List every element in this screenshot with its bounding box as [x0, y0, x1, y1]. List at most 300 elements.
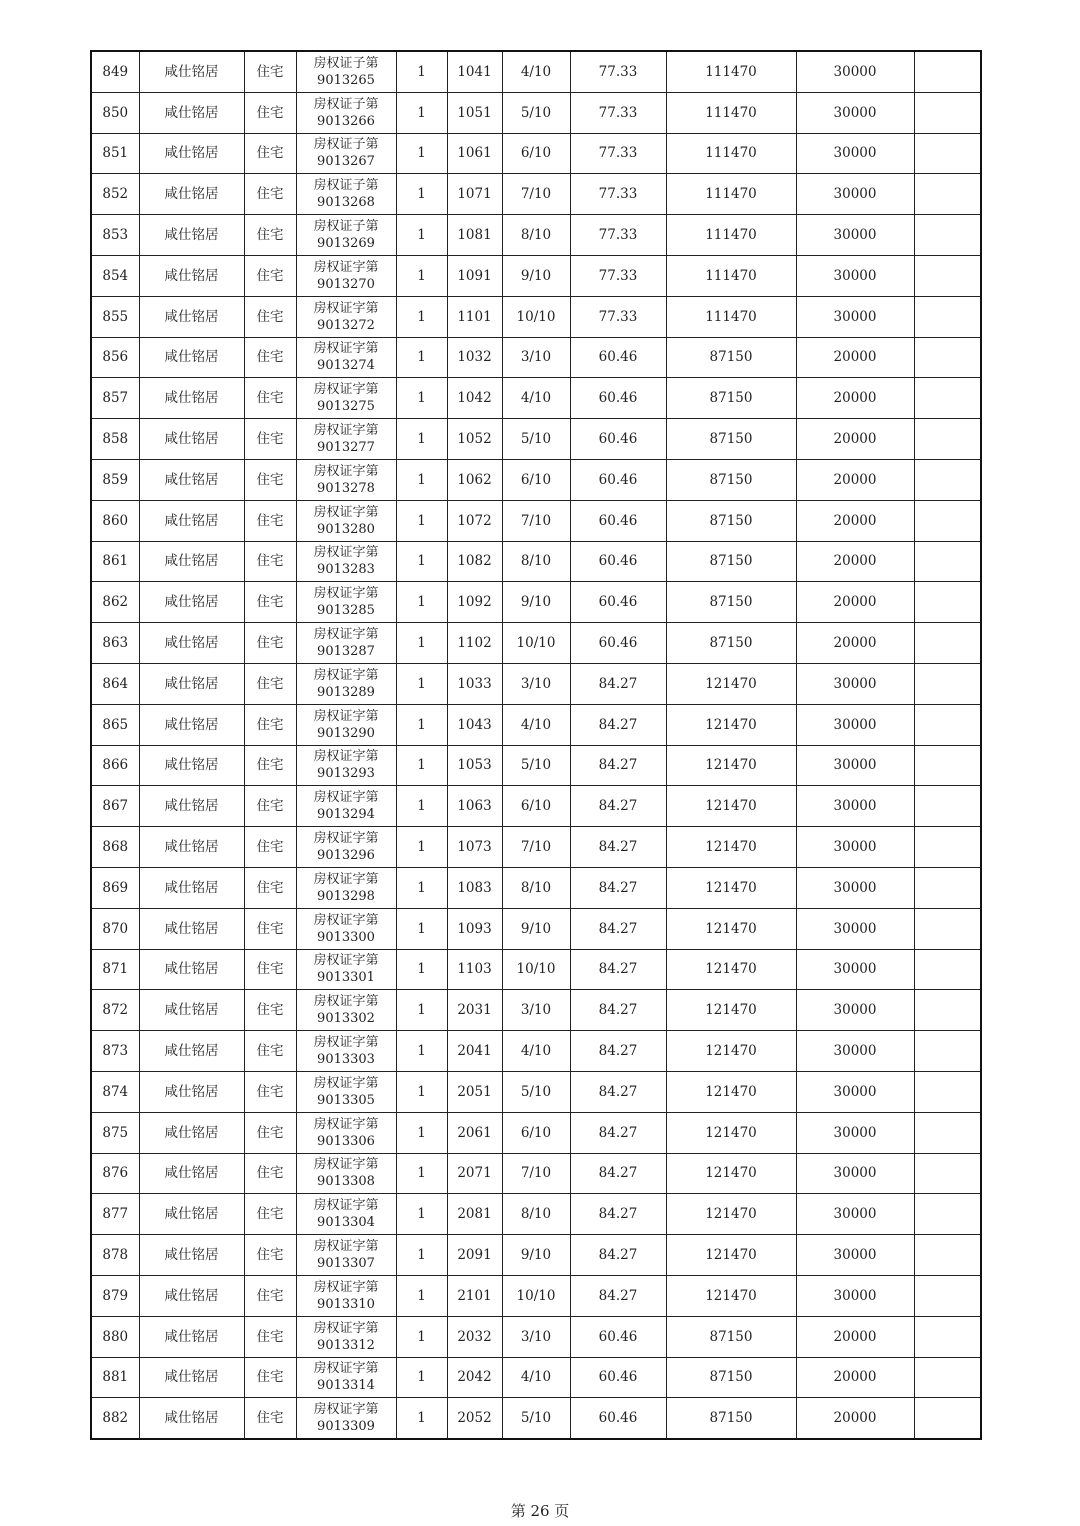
- area-cell: 60.46: [570, 419, 666, 460]
- certificate-code: 9013289: [317, 684, 375, 700]
- area-cell: 84.27: [570, 1275, 666, 1316]
- row-number-cell: 867: [91, 786, 139, 827]
- certificate-prefix: 房权证子第: [313, 219, 379, 235]
- project-name-cell: 咸仕铭居: [139, 1071, 244, 1112]
- unit-count-cell: 1: [396, 500, 447, 541]
- certificate-prefix: 房权证字第: [313, 627, 379, 643]
- room-number-cell: 1051: [447, 92, 502, 133]
- project-name-cell: 咸仕铭居: [139, 1357, 244, 1398]
- table-row: [91, 908, 981, 949]
- price-cell: 87150: [666, 1316, 796, 1357]
- usage-type-cell: 住宅: [244, 174, 296, 215]
- certificate-code: 9013293: [317, 766, 375, 782]
- price-cell: 87150: [666, 337, 796, 378]
- floor-cell: 9/10: [502, 908, 570, 949]
- price-cell: 87150: [666, 378, 796, 419]
- amount-cell: 20000: [796, 541, 914, 582]
- project-name-cell: 咸仕铭居: [139, 174, 244, 215]
- row-number-cell: 856: [91, 337, 139, 378]
- certificate-code: 9013283: [317, 562, 375, 578]
- project-name-cell: 咸仕铭居: [139, 92, 244, 133]
- amount-cell: 30000: [796, 704, 914, 745]
- certificate-number-cell: [296, 786, 396, 827]
- certificate-number-cell: [296, 419, 396, 460]
- price-cell: 87150: [666, 541, 796, 582]
- unit-count-cell: 1: [396, 337, 447, 378]
- certificate-number-cell: [296, 704, 396, 745]
- remarks-cell: [914, 1316, 981, 1357]
- table-row: [91, 623, 981, 664]
- certificate-number-cell: [296, 1275, 396, 1316]
- unit-count-cell: 1: [396, 92, 447, 133]
- certificate-prefix: 房权证字第: [313, 341, 379, 357]
- amount-cell: 30000: [796, 745, 914, 786]
- usage-type-cell: 住宅: [244, 704, 296, 745]
- table-row: [91, 1235, 981, 1276]
- certificate-prefix: 房权证子第: [313, 178, 379, 194]
- remarks-cell: [914, 623, 981, 664]
- price-cell: 121470: [666, 786, 796, 827]
- table-row: [91, 133, 981, 174]
- usage-type-cell: 住宅: [244, 255, 296, 296]
- remarks-cell: [914, 419, 981, 460]
- certificate-code: 9013310: [317, 1296, 375, 1312]
- project-name-cell: 咸仕铭居: [139, 1316, 244, 1357]
- room-number-cell: 1101: [447, 296, 502, 337]
- table-row: [91, 215, 981, 256]
- area-cell: 60.46: [570, 378, 666, 419]
- table-row: [91, 459, 981, 500]
- project-name-cell: 咸仕铭居: [139, 1398, 244, 1439]
- remarks-cell: [914, 51, 981, 92]
- project-name-cell: 咸仕铭居: [139, 255, 244, 296]
- area-cell: 84.27: [570, 867, 666, 908]
- remarks-cell: [914, 337, 981, 378]
- usage-type-cell: 住宅: [244, 459, 296, 500]
- table-row: [91, 541, 981, 582]
- project-name-cell: 咸仕铭居: [139, 1031, 244, 1072]
- amount-cell: 30000: [796, 174, 914, 215]
- unit-count-cell: 1: [396, 663, 447, 704]
- price-cell: 111470: [666, 255, 796, 296]
- area-cell: 60.46: [570, 500, 666, 541]
- room-number-cell: 1103: [447, 949, 502, 990]
- usage-type-cell: 住宅: [244, 1194, 296, 1235]
- certificate-prefix: 房权证字第: [313, 1279, 379, 1295]
- row-number-cell: 863: [91, 623, 139, 664]
- area-cell: 84.27: [570, 745, 666, 786]
- certificate-code: 9013294: [317, 807, 375, 823]
- room-number-cell: 2031: [447, 990, 502, 1031]
- table-row: [91, 582, 981, 623]
- table-row: [91, 1357, 981, 1398]
- certificate-number-cell: [296, 745, 396, 786]
- certificate-code: 9013302: [317, 1011, 375, 1027]
- usage-type-cell: 住宅: [244, 1398, 296, 1439]
- room-number-cell: 1062: [447, 459, 502, 500]
- certificate-prefix: 房权证字第: [313, 749, 379, 765]
- remarks-cell: [914, 500, 981, 541]
- amount-cell: 30000: [796, 908, 914, 949]
- price-cell: 121470: [666, 1112, 796, 1153]
- amount-cell: 20000: [796, 459, 914, 500]
- unit-count-cell: 1: [396, 990, 447, 1031]
- project-name-cell: 咸仕铭居: [139, 908, 244, 949]
- project-name-cell: 咸仕铭居: [139, 786, 244, 827]
- certificate-number-cell: [296, 1235, 396, 1276]
- certificate-prefix: 房权证字第: [313, 1075, 379, 1091]
- row-number-cell: 864: [91, 663, 139, 704]
- room-number-cell: 1092: [447, 582, 502, 623]
- usage-type-cell: 住宅: [244, 1316, 296, 1357]
- floor-cell: 10/10: [502, 949, 570, 990]
- unit-count-cell: 1: [396, 541, 447, 582]
- floor-cell: 7/10: [502, 174, 570, 215]
- table-row: [91, 786, 981, 827]
- remarks-cell: [914, 908, 981, 949]
- remarks-cell: [914, 378, 981, 419]
- floor-cell: 6/10: [502, 133, 570, 174]
- certificate-code: 9013287: [317, 644, 375, 660]
- table-row: [91, 1153, 981, 1194]
- certificate-code: 9013296: [317, 848, 375, 864]
- certificate-number-cell: [296, 623, 396, 664]
- table-row: [91, 990, 981, 1031]
- certificate-prefix: 房权证字第: [313, 1320, 379, 1336]
- room-number-cell: 1072: [447, 500, 502, 541]
- area-cell: 77.33: [570, 296, 666, 337]
- table-row: [91, 663, 981, 704]
- certificate-prefix: 房权证字第: [313, 1035, 379, 1051]
- floor-cell: 5/10: [502, 419, 570, 460]
- floor-cell: 4/10: [502, 51, 570, 92]
- project-name-cell: 咸仕铭居: [139, 1153, 244, 1194]
- amount-cell: 20000: [796, 623, 914, 664]
- room-number-cell: 1042: [447, 378, 502, 419]
- row-number-cell: 849: [91, 51, 139, 92]
- certificate-prefix: 房权证字第: [313, 1239, 379, 1254]
- usage-type-cell: 住宅: [244, 745, 296, 786]
- certificate-code: 9013277: [317, 440, 375, 456]
- project-name-cell: 咸仕铭居: [139, 582, 244, 623]
- area-cell: 84.27: [570, 949, 666, 990]
- unit-count-cell: 1: [396, 745, 447, 786]
- amount-cell: 30000: [796, 1112, 914, 1153]
- project-name-cell: 咸仕铭居: [139, 296, 244, 337]
- project-name-cell: 咸仕铭居: [139, 1194, 244, 1235]
- usage-type-cell: 住宅: [244, 786, 296, 827]
- area-cell: 84.27: [570, 1112, 666, 1153]
- area-cell: 84.27: [570, 704, 666, 745]
- certificate-number-cell: [296, 663, 396, 704]
- row-number-cell: 875: [91, 1112, 139, 1153]
- room-number-cell: 2071: [447, 1153, 502, 1194]
- project-name-cell: 咸仕铭居: [139, 867, 244, 908]
- usage-type-cell: 住宅: [244, 337, 296, 378]
- room-number-cell: 1052: [447, 419, 502, 460]
- amount-cell: 30000: [796, 786, 914, 827]
- project-name-cell: 咸仕铭居: [139, 459, 244, 500]
- table-row: [91, 500, 981, 541]
- price-cell: 87150: [666, 419, 796, 460]
- certificate-code: 9013290: [317, 725, 375, 741]
- price-cell: 87150: [666, 459, 796, 500]
- floor-cell: 3/10: [502, 337, 570, 378]
- remarks-cell: [914, 745, 981, 786]
- area-cell: 60.46: [570, 1357, 666, 1398]
- project-name-cell: 咸仕铭居: [139, 623, 244, 664]
- floor-cell: 9/10: [502, 255, 570, 296]
- project-name-cell: 咸仕铭居: [139, 1112, 244, 1153]
- floor-cell: 4/10: [502, 1031, 570, 1072]
- project-name-cell: 咸仕铭居: [139, 51, 244, 92]
- unit-count-cell: 1: [396, 1398, 447, 1439]
- certificate-prefix: 房权证字第: [313, 423, 379, 439]
- certificate-code: 9013303: [317, 1052, 375, 1068]
- floor-cell: 9/10: [502, 582, 570, 623]
- floor-cell: 5/10: [502, 1071, 570, 1112]
- usage-type-cell: 住宅: [244, 949, 296, 990]
- row-number-cell: 870: [91, 908, 139, 949]
- unit-count-cell: 1: [396, 1153, 447, 1194]
- price-cell: 121470: [666, 663, 796, 704]
- remarks-cell: [914, 827, 981, 868]
- project-name-cell: 咸仕铭居: [139, 541, 244, 582]
- remarks-cell: [914, 459, 981, 500]
- certificate-number-cell: [296, 1153, 396, 1194]
- certificate-code: 9013275: [317, 399, 375, 415]
- floor-cell: 8/10: [502, 1194, 570, 1235]
- row-number-cell: 882: [91, 1398, 139, 1439]
- unit-count-cell: 1: [396, 174, 447, 215]
- certificate-code: 9013298: [317, 888, 375, 904]
- certificate-code: 9013314: [317, 1378, 375, 1394]
- table-row: [91, 255, 981, 296]
- area-cell: 60.46: [570, 1398, 666, 1439]
- row-number-cell: 869: [91, 867, 139, 908]
- area-cell: 60.46: [570, 459, 666, 500]
- remarks-cell: [914, 1112, 981, 1153]
- amount-cell: 30000: [796, 51, 914, 92]
- table-row: [91, 1194, 981, 1235]
- certificate-number-cell: [296, 1031, 396, 1072]
- area-cell: 77.33: [570, 215, 666, 256]
- floor-cell: 10/10: [502, 1275, 570, 1316]
- row-number-cell: 857: [91, 378, 139, 419]
- usage-type-cell: 住宅: [244, 419, 296, 460]
- area-cell: 84.27: [570, 663, 666, 704]
- certificate-code: 9013267: [317, 154, 375, 170]
- amount-cell: 30000: [796, 133, 914, 174]
- certificate-prefix: 房权证字第: [313, 790, 379, 806]
- floor-cell: 8/10: [502, 215, 570, 256]
- unit-count-cell: 1: [396, 1031, 447, 1072]
- room-number-cell: 1102: [447, 623, 502, 664]
- row-number-cell: 866: [91, 745, 139, 786]
- floor-cell: 7/10: [502, 827, 570, 868]
- remarks-cell: [914, 990, 981, 1031]
- usage-type-cell: 住宅: [244, 663, 296, 704]
- amount-cell: 30000: [796, 92, 914, 133]
- certificate-number-cell: [296, 174, 396, 215]
- amount-cell: 30000: [796, 827, 914, 868]
- certificate-code: 9013309: [317, 1419, 375, 1435]
- amount-cell: 30000: [796, 215, 914, 256]
- certificate-code: 9013305: [317, 1092, 375, 1108]
- certificate-code: 9013274: [317, 358, 375, 374]
- certificate-number-cell: [296, 1398, 396, 1439]
- certificate-prefix: 房权证子第: [313, 96, 379, 112]
- property-table: [90, 50, 982, 1440]
- certificate-number-cell: [296, 1357, 396, 1398]
- amount-cell: 30000: [796, 1071, 914, 1112]
- usage-type-cell: 住宅: [244, 133, 296, 174]
- remarks-cell: [914, 582, 981, 623]
- amount-cell: 30000: [796, 1194, 914, 1235]
- row-number-cell: 855: [91, 296, 139, 337]
- certificate-code: 9013266: [317, 113, 375, 129]
- room-number-cell: 1082: [447, 541, 502, 582]
- usage-type-cell: 住宅: [244, 215, 296, 256]
- certificate-prefix: 房权证字第: [313, 545, 379, 561]
- certificate-code: 9013306: [317, 1133, 375, 1149]
- floor-cell: 8/10: [502, 867, 570, 908]
- price-cell: 121470: [666, 745, 796, 786]
- room-number-cell: 2051: [447, 1071, 502, 1112]
- certificate-number-cell: [296, 255, 396, 296]
- row-number-cell: 872: [91, 990, 139, 1031]
- remarks-cell: [914, 296, 981, 337]
- amount-cell: 20000: [796, 582, 914, 623]
- row-number-cell: 879: [91, 1275, 139, 1316]
- row-number-cell: 862: [91, 582, 139, 623]
- table-row: [91, 949, 981, 990]
- room-number-cell: 1041: [447, 51, 502, 92]
- certificate-number-cell: [296, 949, 396, 990]
- usage-type-cell: 住宅: [244, 378, 296, 419]
- room-number-cell: 2091: [447, 1235, 502, 1276]
- certificate-code: 9013269: [317, 236, 375, 252]
- price-cell: 111470: [666, 92, 796, 133]
- certificate-code: 9013278: [317, 480, 375, 496]
- certificate-number-cell: [296, 1316, 396, 1357]
- project-name-cell: 咸仕铭居: [139, 337, 244, 378]
- table-row: [91, 1031, 981, 1072]
- price-cell: 121470: [666, 1275, 796, 1316]
- room-number-cell: 1032: [447, 337, 502, 378]
- project-name-cell: 咸仕铭居: [139, 1275, 244, 1316]
- project-name-cell: 咸仕铭居: [139, 500, 244, 541]
- floor-cell: 10/10: [502, 296, 570, 337]
- certificate-prefix: 房权证字第: [313, 259, 379, 275]
- area-cell: 60.46: [570, 582, 666, 623]
- row-number-cell: 860: [91, 500, 139, 541]
- room-number-cell: 1053: [447, 745, 502, 786]
- price-cell: 121470: [666, 1153, 796, 1194]
- usage-type-cell: 住宅: [244, 1153, 296, 1194]
- area-cell: 60.46: [570, 337, 666, 378]
- area-cell: 60.46: [570, 1316, 666, 1357]
- table-row: [91, 1112, 981, 1153]
- unit-count-cell: 1: [396, 827, 447, 868]
- remarks-cell: [914, 786, 981, 827]
- certificate-prefix: 房权证字第: [313, 912, 379, 928]
- remarks-cell: [914, 1235, 981, 1276]
- amount-cell: 20000: [796, 1398, 914, 1439]
- table-row: [91, 296, 981, 337]
- certificate-prefix: 房权证字第: [313, 1361, 379, 1377]
- usage-type-cell: 住宅: [244, 92, 296, 133]
- price-cell: 87150: [666, 500, 796, 541]
- floor-cell: 9/10: [502, 1235, 570, 1276]
- usage-type-cell: 住宅: [244, 296, 296, 337]
- remarks-cell: [914, 1275, 981, 1316]
- amount-cell: 30000: [796, 1275, 914, 1316]
- area-cell: 84.27: [570, 1071, 666, 1112]
- amount-cell: 30000: [796, 949, 914, 990]
- room-number-cell: 1043: [447, 704, 502, 745]
- room-number-cell: 2052: [447, 1398, 502, 1439]
- floor-cell: 3/10: [502, 663, 570, 704]
- price-cell: 121470: [666, 1031, 796, 1072]
- certificate-number-cell: [296, 1071, 396, 1112]
- price-cell: 121470: [666, 1071, 796, 1112]
- unit-count-cell: 1: [396, 51, 447, 92]
- unit-count-cell: 1: [396, 1235, 447, 1276]
- row-number-cell: 871: [91, 949, 139, 990]
- table-row: [91, 867, 981, 908]
- area-cell: 84.27: [570, 1235, 666, 1276]
- amount-cell: 30000: [796, 990, 914, 1031]
- unit-count-cell: 1: [396, 582, 447, 623]
- usage-type-cell: 住宅: [244, 867, 296, 908]
- room-number-cell: 2081: [447, 1194, 502, 1235]
- floor-cell: 5/10: [502, 745, 570, 786]
- certificate-prefix: 房权证字第: [313, 504, 379, 520]
- room-number-cell: 2032: [447, 1316, 502, 1357]
- remarks-cell: [914, 255, 981, 296]
- amount-cell: 20000: [796, 1357, 914, 1398]
- room-number-cell: 1073: [447, 827, 502, 868]
- certificate-number-cell: [296, 867, 396, 908]
- certificate-prefix: 房权证字第: [313, 382, 379, 398]
- certificate-code: 9013280: [317, 521, 375, 537]
- certificate-number-cell: [296, 541, 396, 582]
- unit-count-cell: 1: [396, 623, 447, 664]
- price-cell: 121470: [666, 908, 796, 949]
- area-cell: 84.27: [570, 786, 666, 827]
- table-row: [91, 745, 981, 786]
- table-row: [91, 1071, 981, 1112]
- remarks-cell: [914, 663, 981, 704]
- room-number-cell: 1061: [447, 133, 502, 174]
- row-number-cell: 874: [91, 1071, 139, 1112]
- project-name-cell: 咸仕铭居: [139, 133, 244, 174]
- table-row: [91, 1275, 981, 1316]
- certificate-prefix: 房权证字第: [313, 300, 379, 316]
- row-number-cell: 876: [91, 1153, 139, 1194]
- area-cell: 84.27: [570, 1031, 666, 1072]
- unit-count-cell: 1: [396, 1071, 447, 1112]
- unit-count-cell: 1: [396, 215, 447, 256]
- certificate-prefix: 房权证字第: [313, 708, 379, 724]
- project-name-cell: 咸仕铭居: [139, 745, 244, 786]
- certificate-prefix: 房权证字第: [313, 953, 379, 969]
- unit-count-cell: 1: [396, 867, 447, 908]
- certificate-code: 9013308: [317, 1174, 375, 1190]
- amount-cell: 20000: [796, 419, 914, 460]
- amount-cell: 20000: [796, 378, 914, 419]
